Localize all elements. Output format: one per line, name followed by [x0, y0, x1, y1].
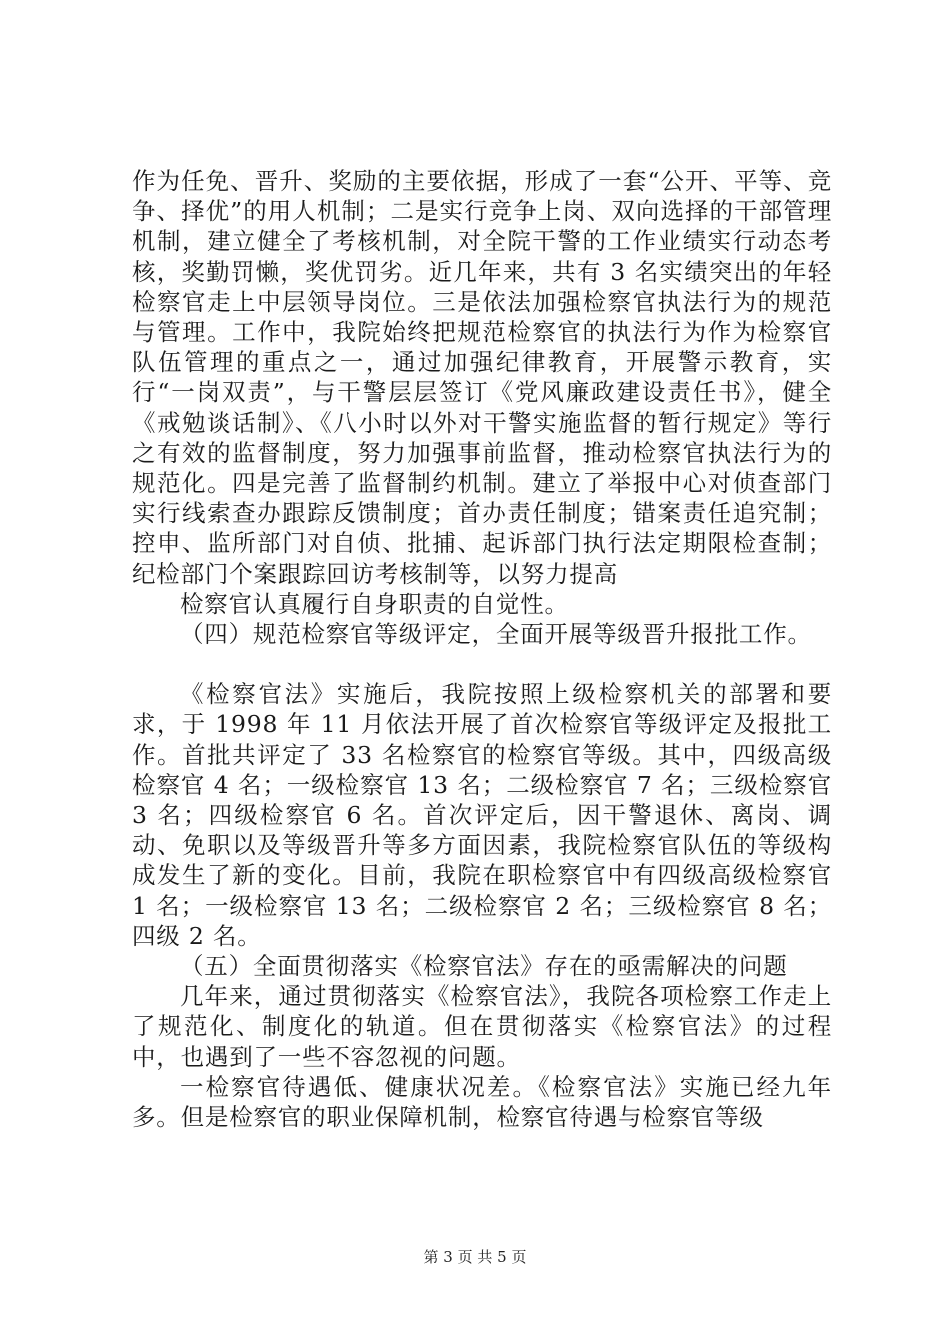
blank-line — [132, 649, 832, 679]
page-footer: 第 3 页 共 5 页 — [423, 1248, 527, 1266]
paragraph-continued: 作为任免、晋升、奖励的主要依据，形成了一套“公开、平等、竞争、择优”的用人机制；二是实行竞争上岗、双向选择的干部管理机制，建立健全了考核机制，对全院干警的工作业绩实行动态考核，奖勤罚懒，奖优罚劣。近几年来，共有 3 名实绩突出的年轻检察官走上中层领导岗位。三是依法加强检察官执法行为的规范与管理。工作中，我院始终把规范检察官的执法行为作为检察官队伍管理的重点之一，通过加强纪律教育，开展警示教育，实行“一岗双责”，与干警层层签订《党风廉政建设责任书》，健全《戒勉谈话制》、《八小时以外对干警实施监督的暂行规定》等行之有效的监督制度，努力加强事前监督，推动检察官执法行为的规范化。四是完善了监督制约机制。建立了举报中心对侦查部门实行线索查办跟踪反馈制度；首办责任制度；错案责任追究制；控申、监所部门对自侦、批捕、起诉部门执行法定期限检查制；纪检部门个案跟踪回访考核制等，以努力提高 — [132, 167, 832, 588]
section-heading-5: （五）全面贯彻落实《检察官法》存在的亟需解决的问题 — [180, 952, 788, 981]
paragraph-grade-evaluation: 《检察官法》实施后，我院按照上级检察机关的部署和要求，于 1998 年 11 月依法开展了首次检察官等级评定及报批工作。首批共评定了 33 名检察官的检察官等级。其中，四级高级检察官 4 名；一级检察官 13 名；二级检察官 7 名；三级检察官 3 名；四级检察官 6 名。首次评定后，因干警退休、离岗、调动、免职以及等级晋升等多方面因素，我院检察官队伍的等级构成发生了新的变化。目前，我院在职检察官中有四级高级检察官 1 名；一级检察官 13 名；二级检察官 2 名；三级检察官 8 名；四级 2 名。 — [132, 680, 832, 950]
paragraph-problems-intro: 几年来，通过贯彻落实《检察官法》，我院各项检察工作走上了规范化、制度化的轨道。但在贯彻落实《检察官法》的过程中，也遇到了一些不容忽视的问题。 — [132, 982, 832, 1071]
paragraph-problem-one: 一检察官待遇低、健康状况差。《检察官法》实施已经九年多。但是检察官的职业保障机制，检察官待遇与检察官等级 — [132, 1072, 832, 1132]
section-heading-4: （四）规范检察官等级评定，全面开展等级晋升报批工作。 — [180, 620, 812, 649]
body-text — [132, 166, 832, 1132]
paragraph-continuation-tail: 检察官认真履行自身职责的自觉性。 — [180, 589, 569, 618]
